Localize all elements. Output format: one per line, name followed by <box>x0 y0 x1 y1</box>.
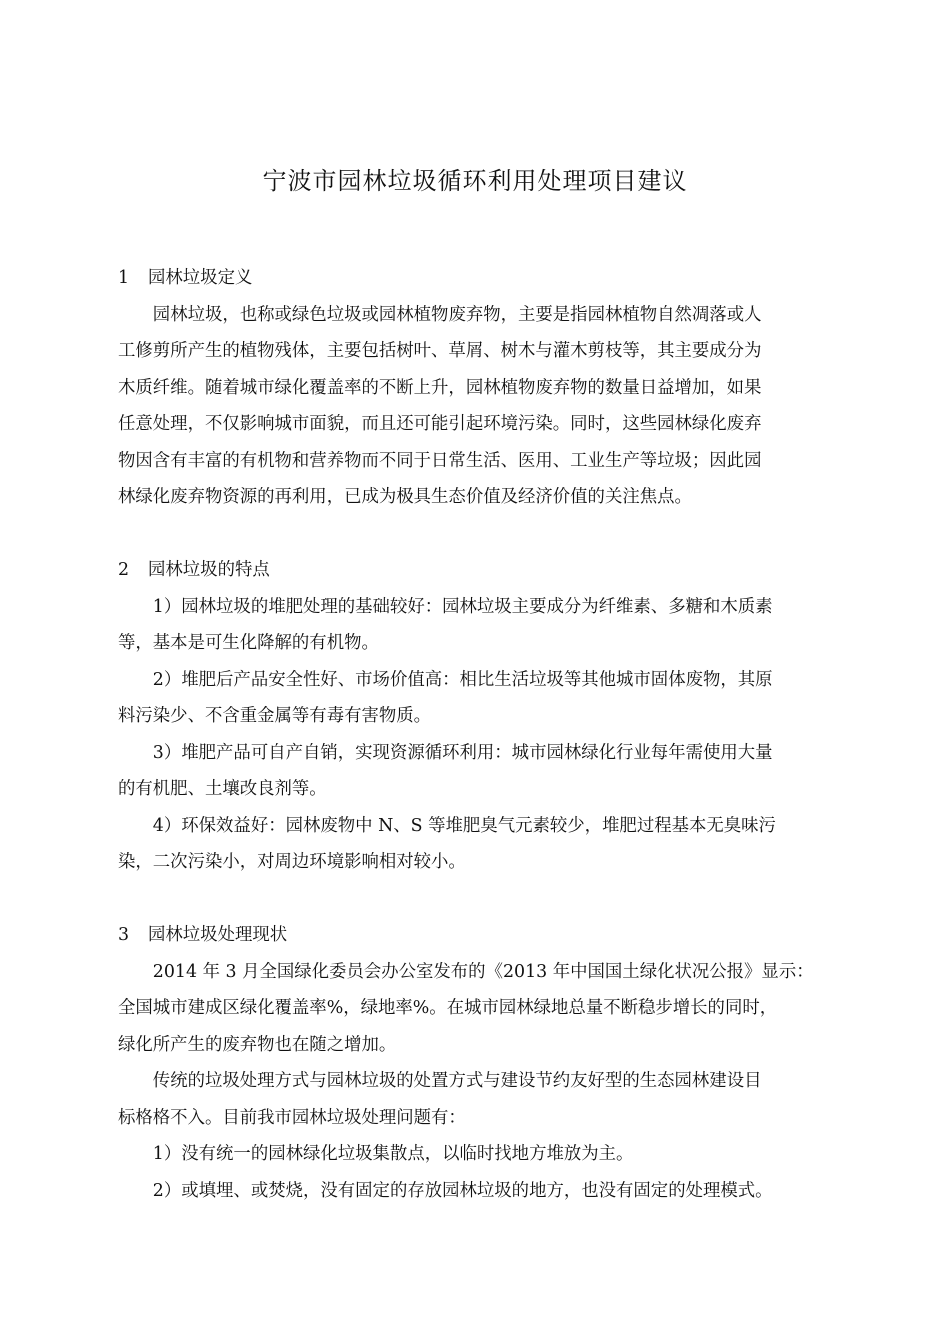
section-definition <box>118 260 836 516</box>
paragraph <box>118 1136 836 1173</box>
text-line: 等，基本是可生化降解的有机物。 <box>118 633 379 653</box>
document-body <box>118 260 836 1209</box>
section-number: 3 <box>118 925 130 945</box>
text-line: 绿化所产生的废弃物也在随之增加。 <box>118 1034 397 1055</box>
section-title: 园林垃圾处理现状 <box>148 925 288 945</box>
text-line: 全国城市建成区绿化覆盖率%，绿地率%。在城市园林绿地总量不断稳步增长的同时， <box>118 998 778 1018</box>
text-line: 染，二次污染小，对周边环境影响相对较小。 <box>118 852 466 872</box>
paragraph <box>118 954 836 1064</box>
text-line: 4）环保效益好：园林废物中 N、S 等堆肥臭气元素较少，堆肥过程基本无臭味污 <box>152 815 776 836</box>
text-line: 物因含有丰富的有机物和营养物而不同于日常生活、医用、工业生产等垃圾；因此园 <box>118 450 762 471</box>
section-heading <box>118 552 836 589</box>
text-line: 料污染少、不含重金属等有毒有害物质。 <box>118 706 432 726</box>
paragraph <box>118 662 836 735</box>
text-line: 木质纤维。随着城市绿化覆盖率的不断上升，园林植物废弃物的数量日益增加，如果 <box>118 377 762 398</box>
paragraph <box>118 1063 836 1136</box>
section-spacer <box>118 516 836 553</box>
section-characteristics <box>118 552 836 881</box>
section-number: 2 <box>118 560 130 580</box>
text-line: 1）园林垃圾的堆肥处理的基础较好：园林垃圾主要成分为纤维素、多糖和木质素 <box>152 596 773 617</box>
text-line: 2014 年 3 月全国绿化委员会办公室发布的《2013 年中国国土绿化状况公报》显示： <box>152 961 814 982</box>
section-title: 园林垃圾的特点 <box>148 560 270 580</box>
section-number: 1 <box>118 268 130 288</box>
text-line: 的有机肥、土壤改良剂等。 <box>118 779 327 799</box>
text-line: 2）或填埋、或焚烧，没有固定的存放园林垃圾的地方，也没有固定的处理模式。 <box>152 1180 773 1201</box>
text-line: 2）堆肥后产品安全性好、市场价值高：相比生活垃圾等其他城市固体废物，其原 <box>152 669 773 690</box>
document-title: 宁波市园林垃圾循环利用处理项目建议 <box>262 167 688 195</box>
text-line: 传统的垃圾处理方式与园林垃圾的处置方式与建设节约友好型的生态园林建设目 <box>152 1071 762 1091</box>
paragraph <box>118 589 836 662</box>
paragraph <box>118 297 836 516</box>
section-spacer <box>118 881 836 918</box>
section-title: 园林垃圾定义 <box>148 268 253 288</box>
text-line: 3）堆肥产品可自产自销，实现资源循环利用：城市园林绿化行业每年需使用大量 <box>152 742 773 763</box>
text-line: 园林垃圾，也称或绿色垃圾或园林植物废弃物，主要是指园林植物自然凋落或人 <box>152 304 762 325</box>
text-line: 工修剪所产生的植物残体，主要包括树叶、草屑、树木与灌木剪枝等，其主要成分为 <box>118 341 762 361</box>
paragraph <box>118 735 836 808</box>
section-heading <box>118 917 836 954</box>
paragraph <box>118 1173 836 1210</box>
text-line: 1）没有统一的园林绿化垃圾集散点，以临时找地方堆放为主。 <box>152 1144 634 1164</box>
paragraph <box>118 808 836 881</box>
text-line: 林绿化废弃物资源的再利用，已成为极具生态价值及经济价值的关注焦点。 <box>118 487 692 507</box>
section-current-status <box>118 917 836 1209</box>
text-line: 标格格不入。目前我市园林垃圾处理问题有： <box>118 1107 466 1128</box>
text-line: 任意处理，不仅影响城市面貌，而且还可能引起环境污染。同时，这些园林绿化废弃 <box>118 414 762 434</box>
section-heading <box>118 260 836 297</box>
